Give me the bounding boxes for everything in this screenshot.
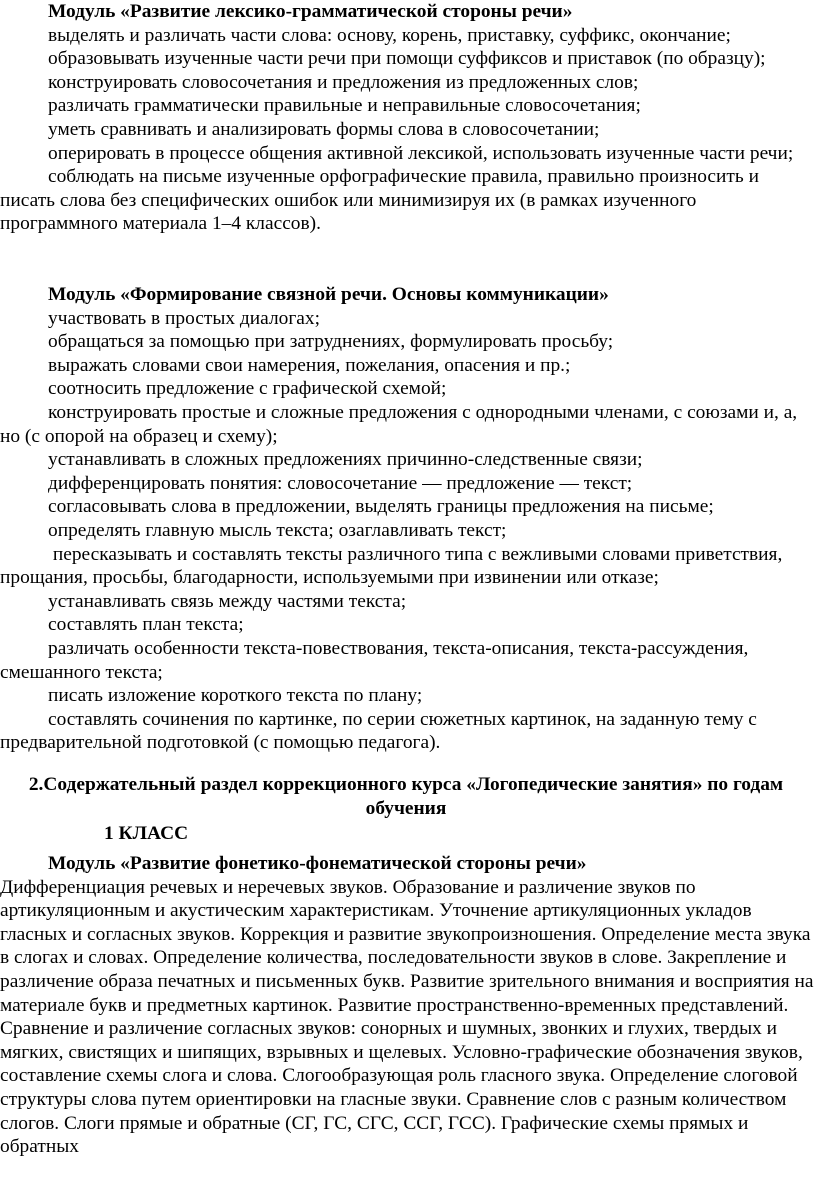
section-2 <box>0 773 816 846</box>
list-item: оперировать в процессе общения активной лексикой, использовать изученные части речи; <box>48 142 794 164</box>
list-item: уметь сравнивать и анализировать формы слова в словосочетании; <box>48 118 600 140</box>
list-item: соблюдать на письме изученные орфографические правила, правильно произносить и писать слова без специфических ошибок или минимизируя их (в рамках изученного программного материала 1–4 классов). <box>0 166 759 235</box>
list-item: конструировать словосочетания и предложения из предложенных слов; <box>48 71 639 93</box>
module-phonetic-text: Дифференциация речевых и неречевых звуков. Образование и различение звуков по артикуляционным и акустическим характеристикам. Уточнение артикуляционных укладов гласных и согласных звуков. Коррекция и развитие звукопроизношения. Определение места звука в слогах и словах. Определение количества, последовательности звуков в слове. Закрепление и различение образа печатных и письменных букв. Развитие зрительного внимания и восприятия на материале букв и предметных картинок. Развитие пространственно-временных представлений. Сравнение и различение согласных звуков: сонорных и шумных, звонких и глухих, твердых и мягких, свистящих и шипящих, взрывных и щелевых. Условно-графические обозначения звуков, составление схемы слога и слова. Слогообразующая роль гласного звука. Определение слоговой структуры слова путем ориентировки на гласные звуки. Сравнение слов с разным количеством слогов. Слоги прямые и обратные (СГ, ГС, СГС, ССГ, ГСС). Графические схемы прямых и обратных <box>0 876 814 1158</box>
module-speech-heading: Модуль «Формирование связной речи. Основы коммуникации» <box>48 284 609 305</box>
list-item: образовывать изученные части речи при помощи суффиксов и приставок (по образцу); <box>48 48 766 70</box>
list-item: выделять и различать части слова: основу, корень, приставку, суффикс, окончание; <box>48 24 731 46</box>
section-2-heading: 2.Содержательный раздел коррекционного курса «Логопедические занятия» по годам обучения <box>28 774 784 819</box>
module-phonetic-heading: Модуль «Развитие фонетико-фонематической стороны речи» <box>48 853 587 874</box>
list-item: писать изложение короткого текста по плану; <box>48 685 423 707</box>
list-item: составлять сочинения по картинке, по серии сюжетных картинок, на заданную тему с предварительной подготовкой (с помощью педагога). <box>0 708 757 754</box>
list-item: участвовать в простых диалогах; <box>48 307 320 329</box>
list-item: различать грамматически правильные и неправильные словосочетания; <box>48 95 641 117</box>
list-item: согласовывать слова в предложении, выделять границы предложения на письме; <box>48 496 714 518</box>
module-lexical <box>0 0 816 236</box>
list-item: составлять план текста; <box>48 614 244 636</box>
list-item: определять главную мысль текста; озаглавливать текст; <box>48 519 507 541</box>
list-item: соотносить предложение с графической схемой; <box>48 378 447 400</box>
list-item: пересказывать и составлять тексты различного типа с вежливыми словами приветствия, прощания, просьбы, благодарности, используемыми при извинении или отказе; <box>0 543 788 589</box>
list-item: дифференцировать понятия: словосочетание — предложение — текст; <box>48 472 633 494</box>
list-item: обращаться за помощью при затруднениях, формулировать просьбу; <box>48 331 614 353</box>
list-item: устанавливать связь между частями текста; <box>48 590 407 612</box>
list-item: устанавливать в сложных предложениях причинно-следственные связи; <box>48 449 643 471</box>
module-phonetic <box>0 852 816 1159</box>
list-item: конструировать простые и сложные предложения с однородными членами, с союзами и, а, но (с опорой на образец и схему); <box>0 401 798 447</box>
module-lexical-heading: Модуль «Развитие лексико-грамматической стороны речи» <box>48 1 573 22</box>
grade-heading: 1 КЛАСС <box>104 823 189 845</box>
list-item: выражать словами свои намерения, пожелания, опасения и пр.; <box>48 354 571 376</box>
module-speech <box>0 283 816 755</box>
list-item: различать особенности текста-повествования, текста-описания, текста-рассуждения, смешанного текста; <box>0 637 749 683</box>
